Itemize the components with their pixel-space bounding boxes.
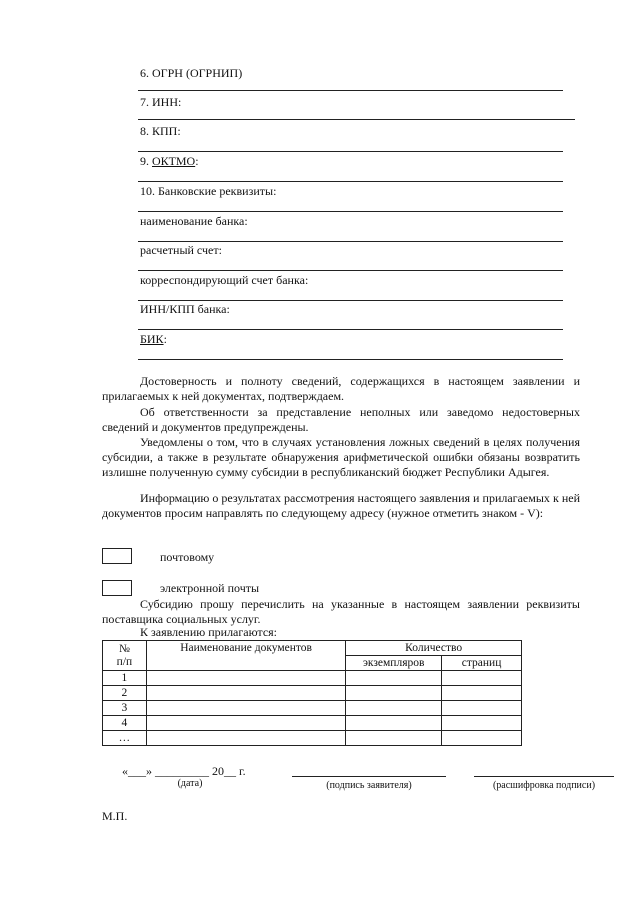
cell-doc-name[interactable] — [146, 701, 345, 716]
field-underline[interactable] — [138, 270, 563, 271]
field-underline[interactable] — [138, 241, 563, 242]
field-label: расчетный счет: — [140, 243, 222, 257]
cell-doc-name[interactable] — [146, 671, 345, 686]
cell-doc-name[interactable] — [146, 731, 345, 746]
table-row — [103, 686, 522, 701]
field-bank-details — [138, 184, 563, 216]
cell-pages[interactable] — [442, 671, 522, 686]
cell-pages[interactable] — [442, 686, 522, 701]
subsidy-transfer-text: Субсидию прошу перечислить на указанные в настоящем заявлении реквизиты поставщика социальных услуг. — [102, 597, 580, 626]
field-label: ИНН/КПП банка: — [140, 302, 230, 316]
field-underline[interactable] — [138, 359, 563, 360]
field-label: БИК: — [140, 332, 167, 346]
stamp-place: М.П. — [102, 809, 128, 823]
row-number: 3 — [103, 701, 147, 716]
declaration-refund: Уведомлены о том, что в случаях установления ложных сведений в целях получения субсидии, а также в результате обнаружения арифметической ошибки обязаны возвратить излишне полученную сумму субсидии в республиканский бюджет Республики Адыгея. — [102, 435, 580, 479]
cell-copies[interactable] — [346, 671, 442, 686]
postal-checkbox[interactable] — [102, 548, 132, 564]
field-label: 9. ОКТМО: — [140, 154, 199, 168]
row-number: 1 — [103, 671, 147, 686]
cell-doc-name[interactable] — [146, 716, 345, 731]
field-oktmo — [138, 154, 563, 186]
cell-doc-name[interactable] — [146, 686, 345, 701]
field-underline[interactable] — [138, 119, 575, 120]
field-account — [138, 243, 563, 275]
row-number: … — [103, 731, 147, 746]
cell-pages[interactable] — [442, 731, 522, 746]
documents-table — [102, 640, 522, 746]
field-bik — [138, 332, 563, 364]
field-underline[interactable] — [138, 90, 563, 91]
postal-option-label: почтовому — [160, 550, 215, 564]
field-label: 10. Банковские реквизиты: — [140, 184, 277, 198]
cell-copies[interactable] — [346, 731, 442, 746]
field-label: корреспондирующий счет банка: — [140, 273, 309, 287]
column-header-copies: экземпляров — [346, 656, 442, 671]
column-header-number: № п/п — [103, 641, 147, 671]
field-label: 6. ОГРН (ОГРНИП) — [140, 66, 243, 80]
date-line[interactable]: «___» _________ 20__ г. — [122, 764, 246, 778]
cell-copies[interactable] — [346, 716, 442, 731]
field-underline[interactable] — [138, 211, 563, 212]
field-underline[interactable] — [138, 329, 563, 330]
table-row — [103, 716, 522, 731]
table-row — [103, 671, 522, 686]
field-bank-name — [138, 214, 563, 246]
column-header-quantity: Количество — [346, 641, 522, 656]
cell-pages[interactable] — [442, 701, 522, 716]
declaration-responsibility: Об ответственности за представление неполных или заведомо недостоверных сведений и документов предупреждены. — [102, 405, 580, 434]
signature-decode-line[interactable] — [474, 776, 614, 777]
email-checkbox[interactable] — [102, 580, 132, 596]
field-kpp — [138, 124, 563, 156]
field-label: наименование банка: — [140, 214, 248, 228]
column-header-pages: страниц — [442, 656, 522, 671]
field-label: 7. ИНН: — [140, 95, 182, 109]
declaration-accuracy: Достоверность и полноту сведений, содержащихся в настоящем заявлении и прилагаемых к ней документах, подтверждаем. — [102, 374, 580, 403]
declaration-delivery: Информацию о результатах рассмотрения настоящего заявления и прилагаемых к ней документов просим направлять по следующему адресу (нужное отметить знаком - V): — [102, 491, 580, 520]
attachments-heading: К заявлению прилагаются: — [140, 625, 278, 639]
email-option-label: электронной почты — [160, 581, 260, 595]
column-header-name: Наименование документов — [146, 641, 345, 671]
field-underline[interactable] — [138, 151, 563, 152]
signature-caption: (подпись заявителя) — [326, 780, 412, 791]
row-number: 2 — [103, 686, 147, 701]
date-caption: (дата) — [177, 778, 203, 789]
signature-line[interactable] — [292, 776, 446, 777]
field-underline[interactable] — [138, 181, 563, 182]
cell-copies[interactable] — [346, 701, 442, 716]
field-underline[interactable] — [138, 300, 563, 301]
table-row — [103, 701, 522, 716]
cell-pages[interactable] — [442, 716, 522, 731]
field-ogrn — [138, 66, 563, 98]
field-label: 8. КПП: — [140, 124, 181, 138]
field-bank-inn-kpp — [138, 302, 563, 334]
table-header-row — [103, 641, 522, 656]
cell-copies[interactable] — [346, 686, 442, 701]
field-corr-account — [138, 273, 563, 305]
field-inn — [138, 95, 563, 127]
table-row — [103, 731, 522, 746]
signature-decode-caption: (расшифровка подписи) — [492, 780, 596, 791]
row-number: 4 — [103, 716, 147, 731]
